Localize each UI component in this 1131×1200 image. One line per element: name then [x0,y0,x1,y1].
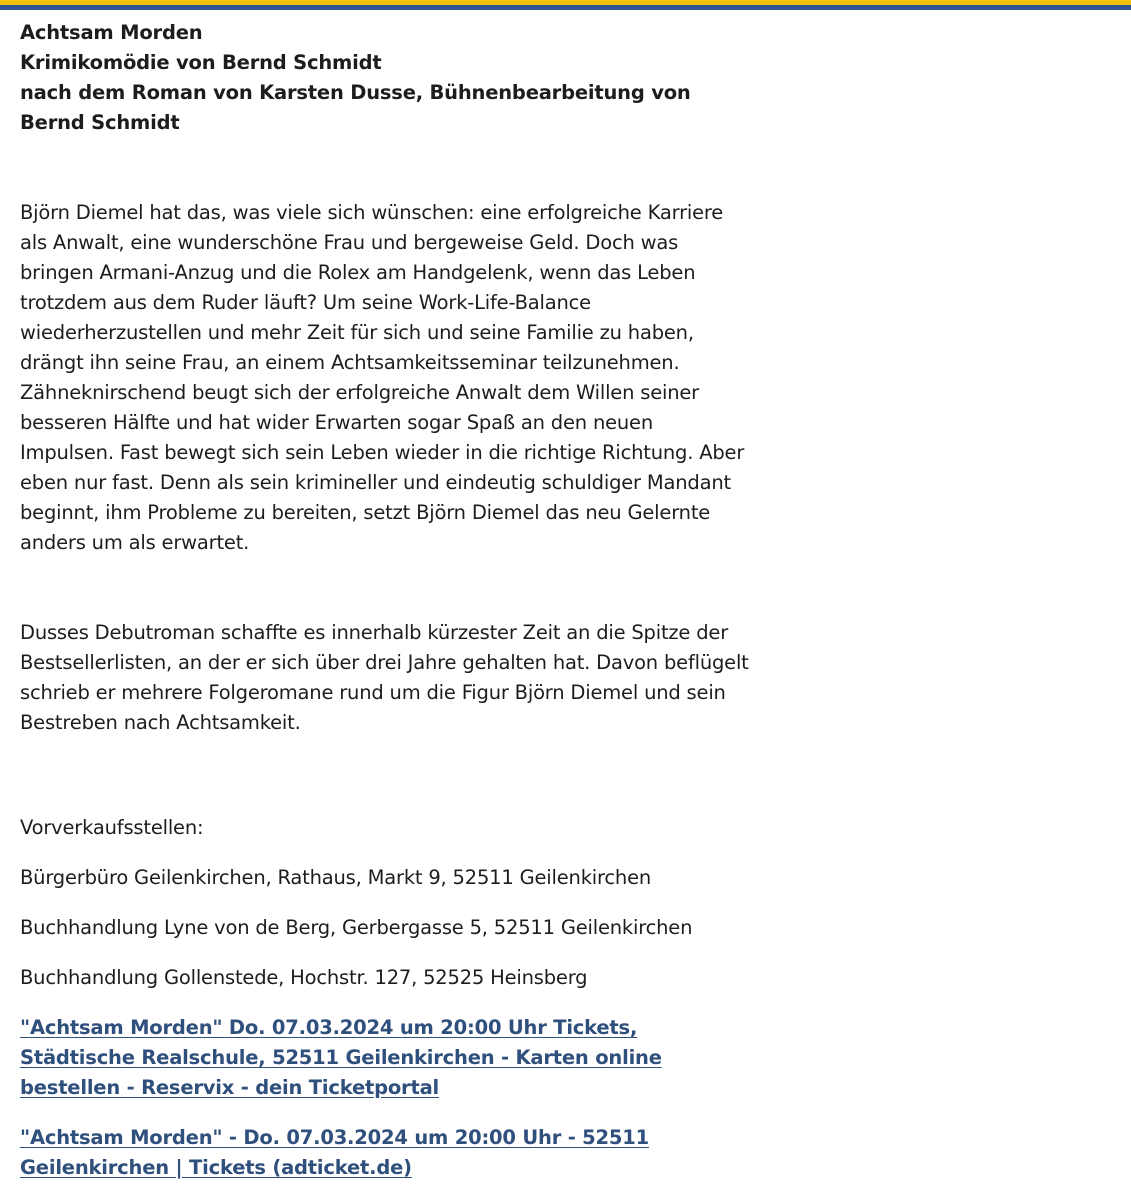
author-paragraph: Dusses Debutroman schaffte es innerhalb kürzester Zeit an die Spitze der Bestsellerlisten, an der er sich über drei Jahre gehalten hat. Davon beflügelt schrieb er mehrere Folgeromane rund um die Figur Björn Diemel und sein Bestreben nach Achtsamkeit. [20,621,749,734]
presale-location: Buchhandlung Lyne von de Berg, Gerbergasse 5, 52511 Geilenkirchen [20,916,693,939]
ticket-link-item [20,1123,750,1183]
presale-location: Buchhandlung Gollenstede, Hochstr. 127, 52525 Heinsberg [20,966,588,989]
presale-label: Vorverkaufsstellen: [20,816,204,839]
ticket-link-item [20,1013,750,1103]
reservix-ticket-link[interactable]: "Achtsam Morden" Do. 07.03.2024 um 20:00 Uhr Tickets, Städtische Realschule, 52511 Geilenkirchen - Karten online bestellen - Reservix - dein Ticketportal [20,1016,662,1099]
event-subtitle: Krimikomödie von Bernd Schmidt [20,51,382,74]
article-content [20,18,750,1200]
event-heading [20,18,750,138]
top-stripe-blue [0,5,1131,10]
description-paragraph: Björn Diemel hat das, was viele sich wünschen: eine erfolgreiche Karriere als Anwalt, eine wunderschöne Frau und bergeweise Geld. Doch was bringen Armani-Anzug und die Rolex am Handgelenk, wenn das Leben trotzdem aus dem Ruder läuft? Um seine Work-Life-Balance wiederherzustellen und mehr Zeit für sich und seine Familie zu haben, drängt ihn seine Frau, an einem Achtsamkeitsseminar teilzunehmen. Zähneknirschend beugt sich der erfolgreiche Anwalt dem Willen seiner besseren Hälfte und hat wider Erwarten sogar Spaß an den neuen Impulsen. Fast bewegt sich sein Leben wieder in die richtige Richtung. Aber eben nur fast. Denn als sein krimineller und eindeutig schuldiger Mandant beginnt, ihm Probleme zu bereiten, setzt Björn Diemel das neu Gelernte anders um als erwartet. [20,201,745,554]
event-title: Achtsam Morden [20,21,203,44]
presale-location: Bürgerbüro Geilenkirchen, Rathaus, Markt 9, 52511 Geilenkirchen [20,866,652,889]
top-color-bar [0,0,1131,10]
adticket-ticket-link[interactable]: "Achtsam Morden" - Do. 07.03.2024 um 20:00 Uhr - 52511 Geilenkirchen | Tickets (adticket.de) [20,1126,650,1179]
event-credit: nach dem Roman von Karsten Dusse, Bühnenbearbeitung von Bernd Schmidt [20,81,691,134]
